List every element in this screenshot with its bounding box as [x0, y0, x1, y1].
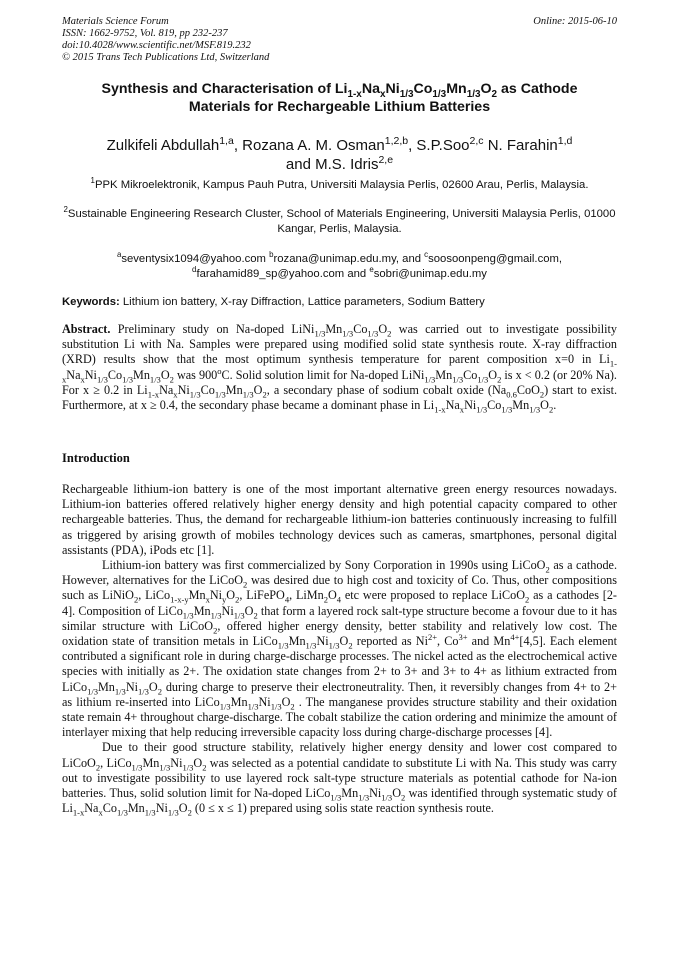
introduction-body	[62, 482, 617, 816]
keywords: Keywords: Lithium ion battery, X-ray Diffraction, Lattice parameters, Sodium Battery	[62, 296, 485, 308]
affiliation-2: $^2$Sustainable Engineering Research Cluster, School of Materials Engineering, Universiti Malaysia Perlis, 01000 Kangar, Perlis, Malaysia.	[63, 205, 616, 235]
intro-paragraph-2: Lithium-ion battery was first commercialized by Sony Corporation in 1990s using LiCoO$_2$ as a cathode. However, alternatives for the LiCoO$_2$ was desired due to high cost and toxicity of Co. Thus, other compositions such as LiNiO$_2$, $LiCo_{1-x-y}Mn_xNi_yO_2$, LiFePO$_4$, $LiMn_2O_4$ etc were proposed to replace LiCoO$_2$ as a cathodes [2-4]. Composition of $LiCo_{1/3}Mn_{1/3}Ni_{1/3}O_2$ that form a layered rock salt-type structure become a fovour due to it has similar structure with LiCoO$_2$, offered higher energy density, better stability and relatively low cost. The oxidation state of transition metals in $LiCo_{1/3}Mn_{1/3}Ni_{1/3}O_2$ reported as $Ni^{2+}$, $Co^{3+}$ and $Mn^{4+}[4,5]$. Each element contributed a significant role in during charge-discharge processes. The nickel acted as the electrochemical active species with initially as 2+. The oxidation state changes from 2+ to 3+ and 3+ to 4+ as lithium extracted from $LiCo_{1/3}Mn_{1/3}Ni_{1/3}O_2$ during charge to preserve their electroneutrality. Then, it reversibly changes from 4+ to 2+ as lithium re-inserted into $LiCo_{1/3}Mn_{1/3}Ni_{1/3}O_2$ . The manganese provides structure stability and their oxidation state remain 4+ throughout charge-discharge. The cobalt stabilize the cation ordering and minimize the amount of interlayer mixing that help reducing irreversible capacity loss during charge-discharge processes [4].	[62, 558, 618, 740]
online-date: Online: 2015-06-10	[533, 16, 617, 27]
journal-header	[62, 16, 617, 64]
abstract: Abstract. Preliminary study on Na-doped $LiNi_{1/3}Mn_{1/3}Co_{1/3}O_2$ was carried out to investigate possibility substitution Li with Na. Samples were prepared using modified solid state synthesis route. X-ray diffraction (XRD) results show that the most optimum synthesis temperature for parent composition x=0 in $Li_{1-x}Na_xNi_{1/3}Co_{1/3}Mn_{1/3}O_2$ was 900$^o$C. Solid solution limit for Na-doped $LiNi_{1/3}Mn_{1/3}Co_{1/3}O_2$ is x < 0.2 (or 20% Na). For x ≥ 0.2 in $Li_{1-x}Na_xNi_{1/3}Co_{1/3}Mn_{1/3}O_2$, a secondary phase of sodium cobalt oxide $(Na_{0.6}CoO_2)$ start to exist. Furthermore, at x ≥ 0.4, the secondary phase became a dominant phase in $Li_{1-x}Na_xNi_{1/3}Co_{1/3}Mn_{1/3}O_2$.	[62, 322, 618, 415]
intro-paragraph-1: Rechargeable lithium-ion battery is one of the most important alternative green energy resources nowadays. Lithium-ion batteries offered relatively higher energy density and high potential capacity compared to other rechargeable batteries. Thus, the demand for rechargeable lithium-ion batteries continuously increasing to fulfill as triggered by arising growth of mobiles technology devices such as cameras, smartphones, personal digital assistants (PDA), iPods etc [1].	[62, 482, 617, 557]
journal-copyright: © 2015 Trans Tech Publications Ltd, Switzerland	[62, 52, 270, 63]
journal-doi: doi:10.4028/www.scientific.net/MSF.819.232	[62, 40, 251, 51]
intro-paragraph-3: Due to their good structure stability, relatively higher energy density and lower cost compared to LiCoO$_2$, $LiCo_{1/3}Mn_{1/3}Ni_{1/3}O_2$ was selected as a potential candidate to substitute Li with Na. This study was carry out to investigate possibility to use layered rock salt-type structure materials as potential cathode for Na-ion batteries. Thus, solid solution limit for Na-doped $LiCo_{1/3}Mn_{1/3}Ni_{1/3}O_2$ was identified through systematic study of $Li_{1-x}Na_xCo_{1/3}Mn_{1/3}Ni_{1/3}O_2$ (0 ≤ x ≤ 1) prepared using solis state reaction synthesis route.	[62, 740, 617, 818]
journal-name: Materials Science Forum	[62, 16, 169, 27]
abstract-label: Abstract.	[62, 322, 111, 336]
author-emails: $^a$seventysix1094@yahoo.com $^b$rozana@unimap.edu.my, and $^c$soosoonpeng@gmail.com, $^d$farahamid89_sp@yahoo.com and $^e$sobri@unimap.edu.my	[116, 250, 563, 280]
paper-title: Synthesis and Characterisation of $Li_{1-x}Na_xNi_{1/3}Co_{1/3}Mn_{1/3}O_2$ as Cathode Materials for Rechargeable Lithium Batteries	[101, 81, 578, 115]
affiliation-1: $^1$PPK Mikroelektronik, Kampus Pauh Putra, Universiti Malaysia Perlis, 02600 Arau, Perlis, Malaysia.	[90, 176, 589, 191]
journal-issn: ISSN: 1662-9752, Vol. 819, pp 232-237	[62, 28, 228, 39]
author-list: Zulkifeli Abdullah$^{1,a}$, Rozana A. M. Osman$^{1,2,b}$, S.P.Soo$^{2,c}$ N. Farahin$^{1,d}$ and M.S. Idris$^{2,e}$	[106, 135, 573, 173]
paper-title-line2: Materials for Rechargeable Lithium Batteries	[188, 99, 491, 115]
section-heading-introduction: Introduction	[62, 451, 130, 465]
